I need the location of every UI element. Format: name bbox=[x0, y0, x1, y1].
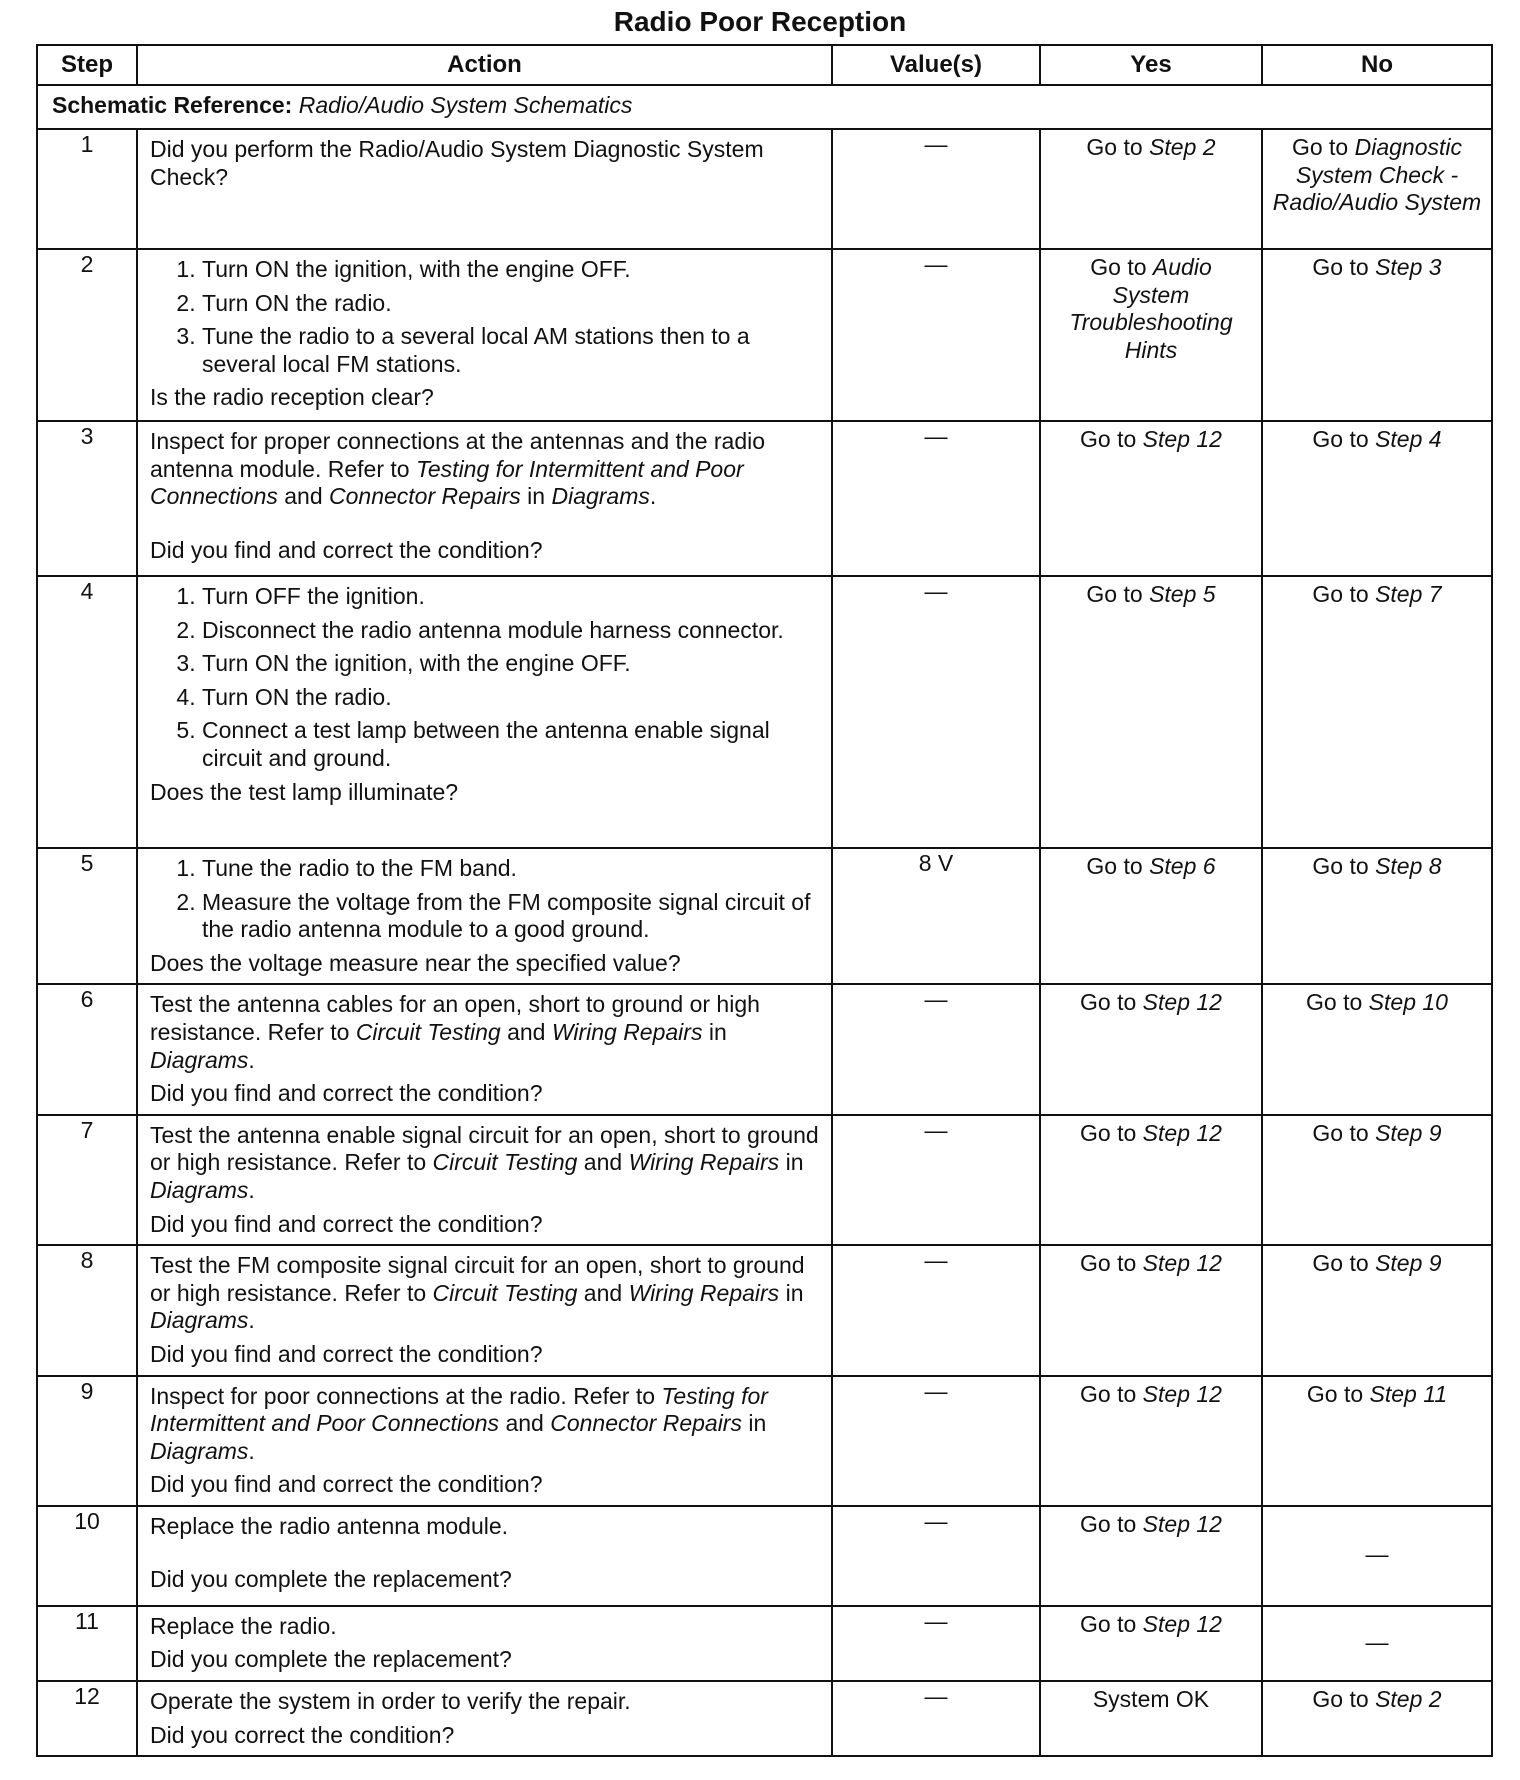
action-question: Is the radio reception clear? bbox=[150, 384, 434, 411]
reference-link[interactable]: Circuit Testing bbox=[355, 1018, 501, 1045]
no-link[interactable]: Step 9 bbox=[1375, 1250, 1442, 1277]
table-row bbox=[37, 129, 1492, 249]
value-cell: — bbox=[832, 576, 1040, 848]
page-title: Radio Poor Reception bbox=[613, 6, 907, 37]
header-yes: Yes bbox=[1040, 45, 1262, 85]
reference-link[interactable]: Wiring Repairs bbox=[628, 1279, 780, 1306]
table-row bbox=[37, 421, 1492, 576]
value-cell: — bbox=[832, 249, 1040, 421]
action-question: Did you find and correct the condition? bbox=[150, 1340, 543, 1367]
no-link[interactable]: Step 10 bbox=[1368, 989, 1448, 1016]
reference-link[interactable]: Diagrams bbox=[150, 1437, 249, 1464]
action-text: Replace the radio antenna module. bbox=[150, 1512, 509, 1539]
reference-link[interactable]: Wiring Repairs bbox=[551, 1018, 703, 1045]
reference-link[interactable]: Circuit Testing bbox=[432, 1149, 578, 1176]
no-value: — bbox=[1262, 1506, 1492, 1606]
go-to-label: Go to bbox=[1312, 581, 1369, 607]
action-question: Did you find and correct the condition? bbox=[150, 1210, 543, 1237]
action-item: 1. Turn ON the ignition, with the engine OFF. bbox=[202, 256, 821, 284]
value-cell: — bbox=[832, 129, 1040, 249]
action-question: Did you find and correct the condition? bbox=[150, 1080, 543, 1107]
go-to-label: Go to bbox=[1291, 134, 1349, 160]
action-text: Operate the system in order to verify the repair. bbox=[150, 1688, 631, 1715]
schematic-reference-link[interactable]: Radio/Audio System Schematics bbox=[298, 92, 633, 118]
action-text: Test the antenna enable signal circuit for an open, short to ground or high resistance. Refer to Circuit Testing and Wiring Repairs in Diagrams. bbox=[150, 1121, 819, 1203]
action-item: 4. Turn ON the radio. bbox=[202, 684, 821, 712]
no-link[interactable]: Step 7 bbox=[1375, 581, 1442, 607]
step-number: 3 bbox=[37, 421, 137, 576]
step-number: 12 bbox=[37, 1681, 137, 1756]
table-row bbox=[37, 1681, 1492, 1756]
step-number: 8 bbox=[37, 1245, 137, 1375]
step-number: 11 bbox=[37, 1606, 137, 1681]
reference-link[interactable]: Wiring Repairs bbox=[628, 1149, 780, 1176]
action-question: Did you complete the replacement? bbox=[150, 1646, 512, 1673]
step-number: 4 bbox=[37, 576, 137, 848]
step-number: 9 bbox=[37, 1376, 137, 1506]
value-cell: — bbox=[832, 421, 1040, 576]
action-question: Does the voltage measure near the specified value? bbox=[150, 949, 681, 976]
no-link[interactable]: Step 9 bbox=[1375, 1119, 1442, 1146]
table-row bbox=[37, 1115, 1492, 1245]
go-to-label: Go to bbox=[1080, 426, 1137, 452]
header-action: Action bbox=[137, 45, 832, 85]
no-link[interactable]: Step 2 bbox=[1375, 1686, 1442, 1713]
table-row bbox=[37, 1245, 1492, 1375]
value-cell: 8 V bbox=[832, 848, 1040, 984]
yes-link[interactable]: Step 2 bbox=[1149, 134, 1216, 160]
header-row bbox=[37, 45, 1492, 85]
go-to-label: Go to bbox=[1086, 134, 1143, 160]
go-to-label: Go to bbox=[1080, 1380, 1137, 1407]
reference-link[interactable]: Diagrams bbox=[551, 483, 650, 510]
reference-link[interactable]: Diagrams bbox=[150, 1046, 249, 1073]
value-cell: — bbox=[832, 1115, 1040, 1245]
value-cell: — bbox=[832, 1681, 1040, 1756]
table-row bbox=[37, 1376, 1492, 1506]
action-item: 1. Tune the radio to the FM band. bbox=[202, 855, 821, 883]
action-question: Does the test lamp illuminate? bbox=[150, 778, 459, 805]
yes-link[interactable]: Step 12 bbox=[1142, 426, 1222, 452]
value-cell: — bbox=[832, 1376, 1040, 1506]
action-item: 1. Turn OFF the ignition. bbox=[202, 583, 821, 611]
go-to-label: Go to bbox=[1312, 1250, 1369, 1277]
reference-link[interactable]: Connector Repairs bbox=[329, 483, 521, 510]
go-to-label: Go to bbox=[1086, 853, 1143, 879]
reference-link[interactable]: Diagrams bbox=[150, 1307, 249, 1334]
action-text: Inspect for poor connections at the radio. Refer to Testing for Intermittent and Poor Connections and Connector Repairs in Diagrams. bbox=[150, 1382, 768, 1464]
yes-link[interactable]: Step 12 bbox=[1142, 1250, 1222, 1277]
reference-link[interactable]: Circuit Testing bbox=[432, 1279, 578, 1306]
action-text: Replace the radio. bbox=[150, 1612, 337, 1639]
reference-link[interactable]: Connector Repairs bbox=[550, 1410, 742, 1437]
action-question: Did you correct the condition? bbox=[150, 1721, 455, 1748]
yes-link[interactable]: Step 12 bbox=[1142, 1510, 1222, 1537]
step-number: 5 bbox=[37, 848, 137, 984]
table-row bbox=[37, 1606, 1492, 1681]
action-item: 2. Turn ON the radio. bbox=[202, 290, 821, 318]
step-number: 2 bbox=[37, 249, 137, 421]
table-row bbox=[37, 848, 1492, 984]
step-number: 10 bbox=[37, 1506, 137, 1606]
no-value: — bbox=[1262, 1606, 1492, 1681]
go-to-label: Go to bbox=[1080, 1510, 1137, 1537]
go-to-label: Go to bbox=[1090, 254, 1147, 280]
table-row bbox=[37, 1506, 1492, 1606]
table-row bbox=[37, 576, 1492, 848]
yes-link[interactable]: Step 12 bbox=[1142, 1380, 1222, 1407]
go-to-label: Go to bbox=[1080, 1250, 1137, 1277]
no-link[interactable]: Step 11 bbox=[1369, 1380, 1448, 1407]
header-no: No bbox=[1262, 45, 1492, 85]
action-list bbox=[150, 855, 821, 944]
schematic-reference-label: Schematic Reference: bbox=[52, 92, 293, 118]
value-cell: — bbox=[832, 1606, 1040, 1681]
schematic-reference-row bbox=[37, 85, 1492, 129]
yes-value: System OK bbox=[1040, 1681, 1262, 1756]
value-cell: — bbox=[832, 1506, 1040, 1606]
reference-link[interactable]: Diagrams bbox=[150, 1176, 249, 1203]
no-link[interactable]: Step 3 bbox=[1375, 254, 1442, 280]
step-number: 7 bbox=[37, 1115, 137, 1245]
yes-link[interactable]: Step 12 bbox=[1142, 1610, 1222, 1637]
go-to-label: Go to bbox=[1080, 1119, 1137, 1146]
header-step: Step bbox=[37, 45, 137, 85]
go-to-label: Go to bbox=[1312, 1686, 1369, 1713]
action-text: Test the FM composite signal circuit for an open, short to ground or high resistance. Refer to Circuit Testing and Wiring Repairs in Diagrams. bbox=[150, 1252, 805, 1334]
go-to-label: Go to bbox=[1086, 581, 1143, 607]
action-text: Did you perform the Radio/Audio System Diagnostic System Check? bbox=[150, 136, 764, 190]
action-list bbox=[150, 256, 821, 378]
header-values: Value(s) bbox=[832, 45, 1040, 85]
go-to-label: Go to bbox=[1306, 1380, 1364, 1407]
action-text: Inspect for proper connections at the antennas and the radio antenna module. Refer to Testing for Intermittent and Poor Connections and Connector Repairs in Diagrams. bbox=[150, 428, 766, 510]
yes-link[interactable]: Step 5 bbox=[1149, 581, 1216, 607]
yes-link[interactable]: Step 12 bbox=[1142, 989, 1222, 1016]
diagnostic-table bbox=[36, 44, 1493, 1757]
reference-link[interactable]: Testing for Intermittent and Poor Connections bbox=[150, 1382, 768, 1437]
no-link[interactable]: Step 4 bbox=[1375, 426, 1442, 452]
reference-link[interactable]: Testing for Intermittent and Poor Connections bbox=[150, 455, 744, 510]
value-cell: — bbox=[832, 1245, 1040, 1375]
action-item: 3. Turn ON the ignition, with the engine OFF. bbox=[202, 650, 821, 678]
action-question: Did you complete the replacement? bbox=[150, 1566, 512, 1593]
action-question: Did you find and correct the condition? bbox=[150, 1471, 543, 1498]
action-item: 2. Disconnect the radio antenna module harness connector. bbox=[202, 617, 821, 645]
go-to-label: Go to bbox=[1306, 989, 1363, 1016]
value-cell: — bbox=[832, 984, 1040, 1114]
go-to-label: Go to bbox=[1312, 1119, 1369, 1146]
go-to-label: Go to bbox=[1312, 853, 1369, 879]
action-item: 5. Connect a test lamp between the antenna enable signal circuit and ground. bbox=[202, 717, 821, 772]
go-to-label: Go to bbox=[1080, 989, 1137, 1016]
action-text: Test the antenna cables for an open, short to ground or high resistance. Refer to Circuit Testing and Wiring Repairs in Diagrams. bbox=[150, 991, 760, 1073]
action-list bbox=[150, 583, 821, 773]
table-row bbox=[37, 984, 1492, 1114]
yes-link[interactable]: Step 6 bbox=[1149, 853, 1216, 879]
step-number: 1 bbox=[37, 129, 137, 249]
action-item: 3. Tune the radio to a several local AM stations then to a several local FM stations. bbox=[202, 323, 821, 378]
no-link[interactable]: Diagnostic System Check - Radio/Audio System bbox=[1272, 134, 1482, 216]
go-to-label: Go to bbox=[1312, 254, 1369, 280]
action-question: Did you find and correct the condition? bbox=[150, 536, 543, 563]
go-to-label: Go to bbox=[1080, 1610, 1137, 1637]
action-item: 2. Measure the voltage from the FM composite signal circuit of the radio antenna module to a good ground. bbox=[202, 889, 821, 944]
go-to-label: Go to bbox=[1312, 426, 1369, 452]
step-number: 6 bbox=[37, 984, 137, 1114]
yes-link[interactable]: Audio System Troubleshooting Hints bbox=[1069, 254, 1233, 363]
no-link[interactable]: Step 8 bbox=[1375, 853, 1442, 879]
yes-link[interactable]: Step 12 bbox=[1142, 1119, 1222, 1146]
table-row bbox=[37, 249, 1492, 421]
